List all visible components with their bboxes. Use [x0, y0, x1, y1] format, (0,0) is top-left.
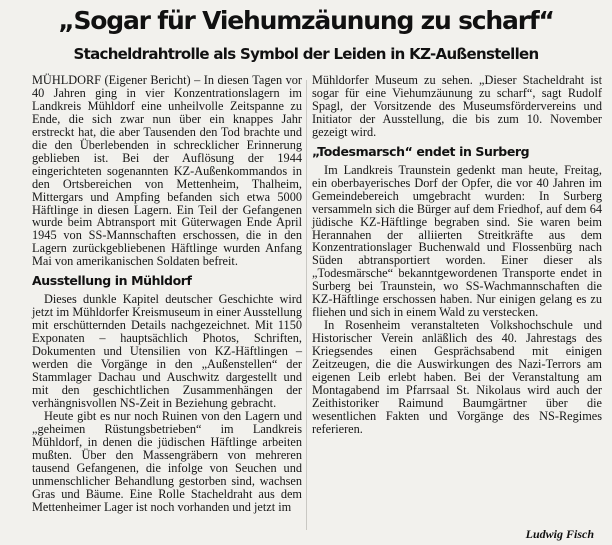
- author-byline: Ludwig Fisch: [525, 527, 594, 541]
- headline: „Sogar für Viehumzäunung zu scharf“: [58, 6, 554, 35]
- intro-paragraph: MÜHLDORF (Eigener Bericht) – In diesen Tagen vor 40 Jahren ging in vier Konzentrationslagern im Landkreis Mühldorf eine unheilvolle Zeitspanne zu Ende, die sich zwar nun über ein knappes Jahr erstreckt hat, die aber Tausenden den Tod brachte und die den Überlebenden in schrecklicher Erinnerung geblieben ist. Bei der Auflösung der 1944 eingerichteten sogenannten KZ-Außenkommandos in den Ortsbereichen von Mettenheim, Thalheim, Mittergars und Ampfing befanden sich etwa 5000 Häftlinge in diesen Lagern. Ein Teil der Gefangenen wurde beim Abtransport mit Güterwagen Ende April 1945 von SS-Mannschaften erschossen, die in den Lagern zurückgebliebenen Häftlinge wurden Anfang Mai von amerikanischen Soldaten befreit.: [32, 73, 302, 269]
- body-paragraph: Im Landkreis Traunstein gedenkt man heute, Freitag, ein oberbayerisches Dorf der Opfer, die vor 40 Jahren im Gemeindebereich umgebracht wurden: In Surberg versammeln sich die Bürger auf dem Friedhof, auf dem 64 jüdische KZ-Häftlinge begraben sind. Sie waren beim Herannahen der alliierten Streitkräfte aus dem Konzentrationslager Buchenwald und Flossenbürg nach Süden abtransportiert worden. Einer dieser als „Todesmärsche“ bekanntgewordenen Transporte endet in Surberg bei Traunstein, wo SS-Wachmannschaften die KZ-Häftlinge erschossen haben. Nur einigen gelang es zu fliehen und sich in einem Wald zu verstecken.: [312, 162, 602, 320]
- left-column: [32, 74, 302, 514]
- body-paragraph: In Rosenheim veranstalteten Volkshochschule und Historischer Verein anläßlich des 40. Jahrestags des Kriegsendes einen Gesprächsabend mit einigen Zeitzeugen, die die Auswirkungen des Nazi-Terrors am eigenen Leib erlebt haben. Bei der Veranstaltung am Montagabend im Pfarrsaal St. Nikolaus wird auch der Zeithistoriker Raimund Baumgärtner über die wesentlichen Fakten und Vorgänge des NS-Regimes referieren.: [312, 318, 602, 436]
- section-heading-todesmarsch: „Todesmarsch“ endet in Surberg: [312, 143, 530, 159]
- body-paragraph: Heute gibt es nur noch Ruinen von den Lagern und „geheimen Rüstungsbetrieben“ im Landkreis Mühldorf, in denen die jüdischen Häftlinge arbeiten mußten. Über den Massengräbern von mehreren tausend Gefangenen, die infolge von Seuchen und unmenschlicher Behandlung gestorben sind, wachsen Gras und Bäume. Eine Rolle Stacheldraht aus dem Mettenheimer Lager ist noch vorhanden und jetzt im: [32, 408, 302, 514]
- section-heading-ausstellung: Ausstellung in Mühldorf: [32, 273, 192, 289]
- column-divider: [306, 80, 307, 530]
- subheadline: Stacheldrahtrolle als Symbol der Leiden in KZ-Außenstellen: [73, 45, 539, 63]
- body-paragraph: Dieses dunkle Kapitel deutscher Geschichte wird jetzt im Mühldorfer Kreismuseum in einer Ausstellung mit erschütternden Details nachgezeichnet. Mit 1150 Exponaten – hauptsächlich Photos, Schriften, Dokumenten und Utensilien von KZ-Häftlingen – werden die Vorgänge in den „Außenstellen“ der Stammlager Dachau und Auschwitz dargestellt und mit den geschichtlichen Zusammenhängen der verhängnisvollen NS-Zeit in Beziehung gebracht.: [32, 292, 302, 410]
- body-paragraph-continued: Mühldorfer Museum zu sehen. „Dieser Stacheldraht ist sogar für eine Viehumzäunung zu scharf“, sagt Rudolf Spagl, der Vorsitzende des Museumsfördervereins und Initiator der Ausstellung, die bis zum 10. November gezeigt wird.: [312, 73, 602, 139]
- right-column: [312, 74, 602, 436]
